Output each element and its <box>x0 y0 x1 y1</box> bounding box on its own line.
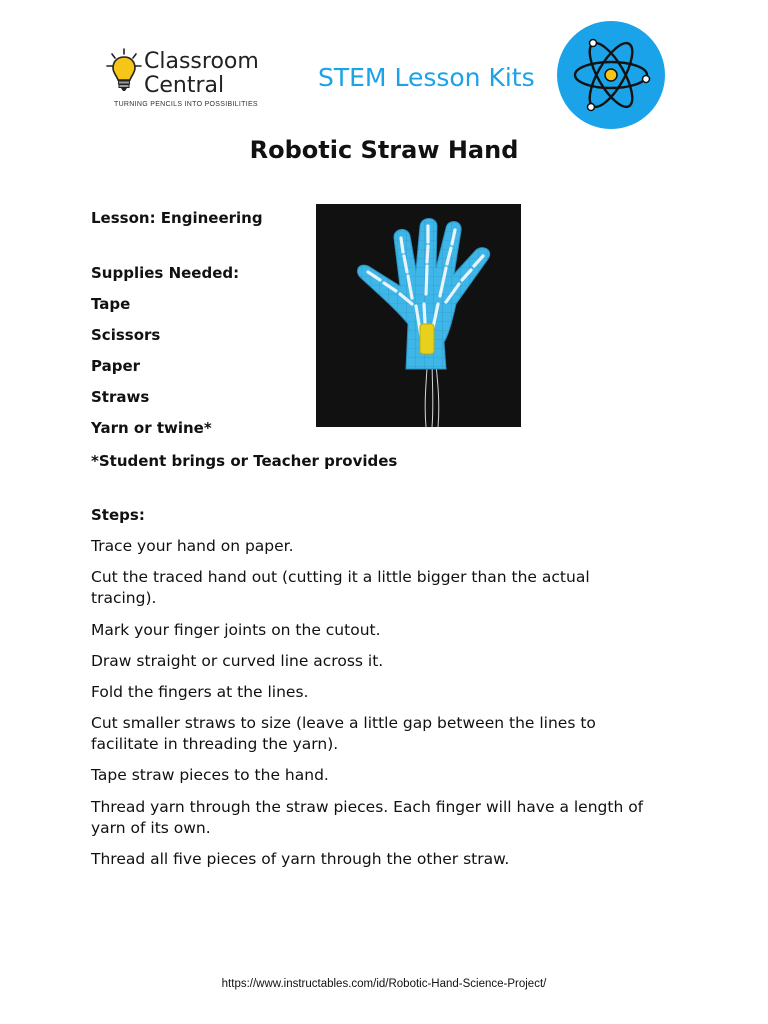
supplies-note: *Student brings or Teacher provides <box>91 452 398 470</box>
classroom-central-logo <box>104 44 284 116</box>
supply-item: Tape <box>91 295 131 313</box>
supply-item: Straws <box>91 388 150 406</box>
kit-title: STEM Lesson Kits <box>318 63 535 92</box>
supply-item: Scissors <box>91 326 161 344</box>
lightbulb-icon <box>104 46 144 96</box>
supplies-heading: Supplies Needed: <box>91 264 240 282</box>
steps-heading: Steps: <box>91 506 145 524</box>
step-item: Trace your hand on paper. <box>91 537 294 555</box>
step-item: Thread all five pieces of yarn through the other straw. <box>91 850 510 868</box>
step-item: Mark your finger joints on the cutout. <box>91 621 381 639</box>
page-title: Robotic Straw Hand <box>249 136 519 164</box>
robotic-hand-photo <box>316 204 521 427</box>
lesson-label: Lesson: Engineering <box>91 209 263 227</box>
logo-wordmark-line2: Central <box>144 73 225 98</box>
step-item: Fold the fingers at the lines. <box>91 683 309 701</box>
logo-tagline: TURNING PENCILS INTO POSSIBILITIES <box>114 101 258 108</box>
logo-wordmark-line1: Classroom <box>144 49 259 74</box>
atom-icon <box>557 21 665 129</box>
source-url-link[interactable]: https://www.instructables.com/id/Robotic-Hand-Science-Project/ <box>221 978 547 990</box>
supply-item: Paper <box>91 357 141 375</box>
step-item: Tape straw pieces to the hand. <box>91 766 329 784</box>
step-item: Draw straight or curved line across it. <box>91 652 384 670</box>
supply-item: Yarn or twine* <box>91 419 212 437</box>
step-item: Thread yarn through the straw pieces. Each finger will have a length of yarn of its own. <box>91 798 644 837</box>
step-item: Cut the traced hand out (cutting it a little bigger than the actual tracing). <box>91 568 590 607</box>
step-item: Cut smaller straws to size (leave a little gap between the lines to facilitate in threading the yarn). <box>91 714 596 753</box>
robotic-hand-illustration <box>316 204 521 427</box>
